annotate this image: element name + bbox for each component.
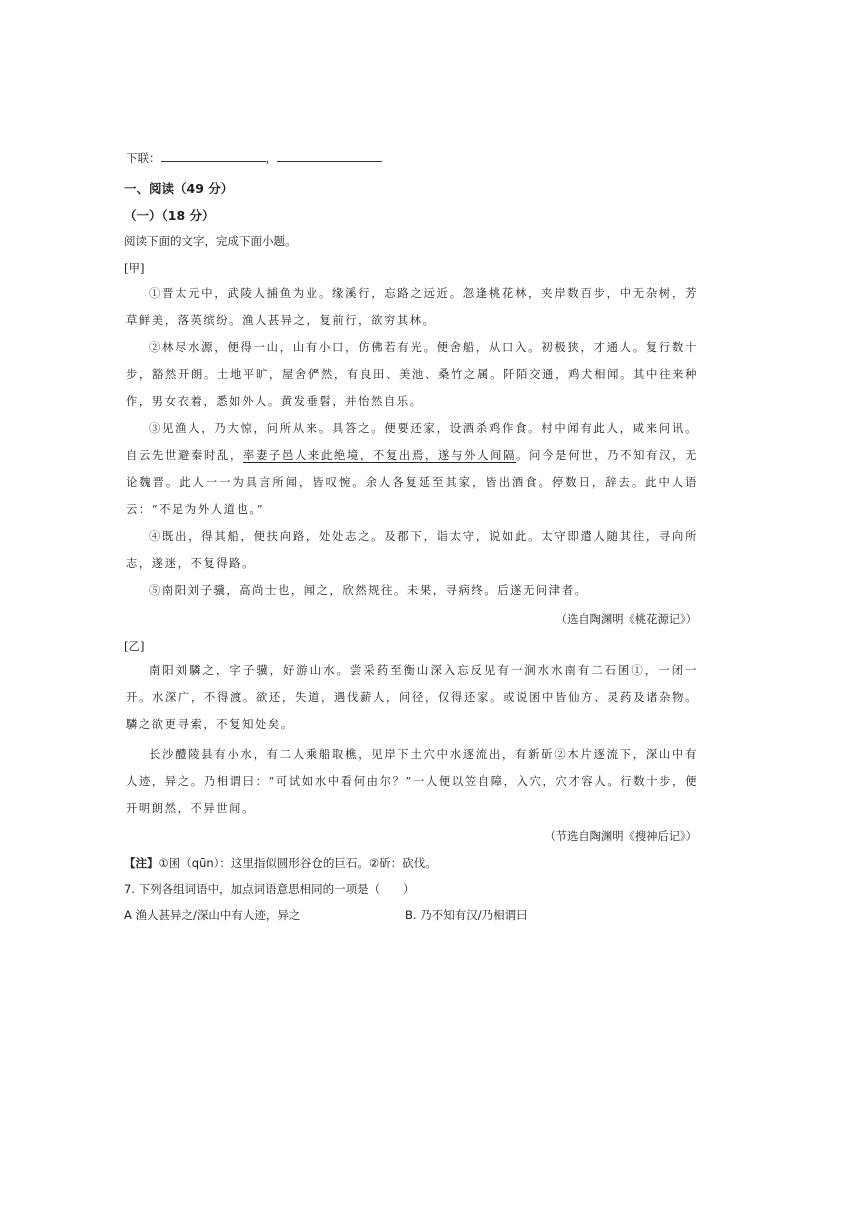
question-7-option-b[interactable]: B. 乃不知有汉/乃相谓曰 [405, 908, 528, 922]
jia-source: （选自陶渊明《桃花源记》） [555, 613, 697, 626]
xialian-separator: ， [265, 151, 277, 165]
jia-paragraph-4: ④既出，得其船，便扶向路，处处志之。及郡下，诣太守，说如此。太守即遣人随其往，寻向所志，遂迷，不复得路。 [126, 530, 698, 570]
yi-source: （节选自陶渊明《搜神后记》） [544, 830, 697, 843]
jia-paragraph-1: ①晋太元中，武陵人捕鱼为业。缘溪行，忘路之远近。忽逢桃花林，夹岸数百步，中无杂树，芳草鲜美，落英缤纷。渔人甚异之，复前行，欲穷其林。 [126, 287, 698, 327]
yi-paragraph-2: 长沙醴陵县有小水，有二人乘船取樵，见岸下土穴中水逐流出，有新斫②木片逐流下，深山中有人迹，异之。乃相谓曰：“可试如水中看何由尔？”一人便以笠自障，入穴，穴才容人。行数十步，便开明朗然，不异世间。 [126, 748, 698, 815]
xialian-line [126, 150, 382, 166]
yi-label: [乙] [124, 639, 145, 653]
note-bracket: 【注】 [124, 856, 159, 870]
jia-label: [甲] [124, 261, 145, 275]
xialian-label: 下联： [126, 151, 161, 165]
annotation-note [124, 855, 437, 871]
subsection-title: （一）（18 分） [124, 208, 215, 223]
underlined-sentence: 率妻子邑人来此绝境，不复出焉，遂与外人间隔 [243, 449, 517, 462]
answer-blank-1[interactable] [161, 150, 266, 162]
note-text: ①囷（qūn）：这里指似圆形谷仓的巨石。②斫：砍伐。 [158, 856, 437, 870]
jia-paragraph-2: ②林尽水源，便得一山，山有小口，仿佛若有光。便舍船，从口入。初极狭，才通人。复行数十步，豁然开朗。土地平旷，屋舍俨然，有良田、美池、桑竹之属。阡陌交通，鸡犬相闻。其中往来种作，男女衣着，悉如外人。黄发垂髫，并怡然自乐。 [126, 341, 698, 408]
reading-instruction: 阅读下面的文字，完成下面小题。 [124, 234, 297, 248]
section-title: 一、阅读（49 分） [124, 181, 234, 196]
yi-paragraph-1: 南阳刘驎之，字子骥，好游山水。尝采药至衡山深入忘反见有一涧水水南有二石囷①，一闭一开。水深广，不得渡。欲还，失道，遇伐薪人，问径，仅得还家。或说囷中皆仙方、灵药及诸杂物。驎之欲更寻索，不复知处矣。 [126, 664, 698, 731]
question-7-stem: 7. 下列各组词语中，加点词语意思相同的一项是（ ） [124, 882, 415, 896]
jia-p3-part-a: ③见渔人，乃大惊，问所从来。具答之。便要还家，设酒杀鸡作食。村中闻有此人，咸来问讯。自云先世避秦时乱， [126, 422, 698, 462]
jia-paragraph-5: ⑤南阳刘子骥，高尚士也，闻之，欣然规往。未果，寻病终。后遂无问津者。 [149, 584, 588, 597]
question-7-option-a[interactable]: A 渔人甚异之/深山中有人迹，异之 [124, 908, 301, 922]
answer-blank-2[interactable] [277, 150, 382, 162]
jia-p3-part-b: 。问今是何世，乃不知有汉，无论魏晋。此人一一为具言所闻，皆叹惋。余人各复延至其家，皆出酒食。停数日，辞去。此中人语云：“不足为外人道也。” [126, 449, 699, 516]
jia-paragraph-3 [126, 415, 698, 523]
